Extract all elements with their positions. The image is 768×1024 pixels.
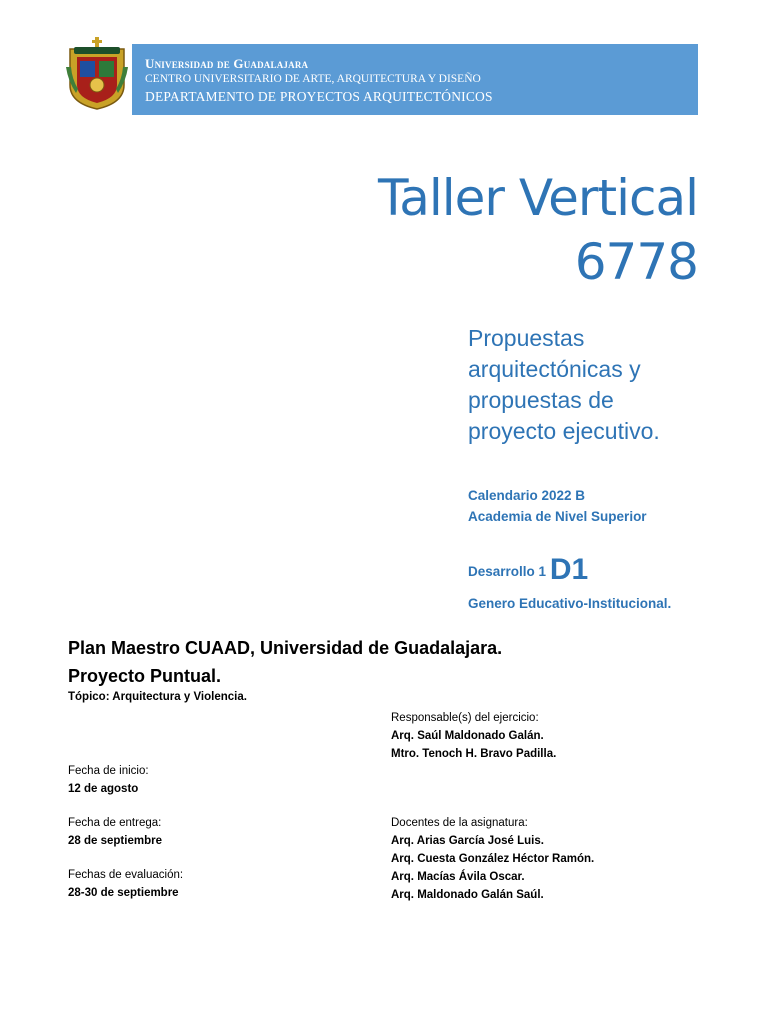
- delivery-value: 28 de septiembre: [68, 835, 162, 847]
- subtitle: [468, 323, 728, 447]
- header-banner: [132, 44, 698, 115]
- university-coat-of-arms-icon: [66, 37, 128, 111]
- subtitle-line-4: proyecto ejecutivo.: [468, 418, 660, 444]
- title-line-2: 6778: [574, 233, 698, 291]
- responsible-name: Mtro. Tenoch H. Bravo Padilla.: [391, 748, 557, 760]
- calendar-block: [468, 485, 647, 527]
- center-name: CENTRO UNIVERSITARIO DE ARTE, ARQUITECTURA Y DISEÑO: [145, 73, 481, 85]
- subtitle-line-3: propuestas de: [468, 387, 614, 413]
- teachers-label: Docentes de la asignatura:: [391, 817, 528, 829]
- subtitle-line-1: Propuestas: [468, 325, 585, 351]
- genre: Genero Educativo-Institucional.: [468, 596, 672, 611]
- page-title: [378, 166, 698, 294]
- academy: Academia de Nivel Superior: [468, 509, 647, 524]
- project-heading: Proyecto Puntual.: [68, 666, 222, 686]
- delivery-block: [68, 814, 162, 850]
- teacher-name: Arq. Maldonado Galán Saúl.: [391, 889, 544, 901]
- title-line-1: Taller Vertical: [377, 169, 698, 227]
- evaluation-value: 28-30 de septiembre: [68, 887, 179, 899]
- responsible-name: Arq. Saúl Maldonado Galán.: [391, 730, 544, 742]
- start-label: Fecha de inicio:: [68, 765, 149, 777]
- subtitle-line-2: arquitectónicas y: [468, 356, 641, 382]
- responsible-label: Responsable(s) del ejercicio:: [391, 712, 539, 724]
- teacher-name: Arq. Macías Ávila Oscar.: [391, 871, 525, 883]
- evaluation-label: Fechas de evaluación:: [68, 869, 184, 881]
- teachers-block: [391, 814, 594, 904]
- teacher-name: Arq. Cuesta González Héctor Ramón.: [391, 853, 595, 865]
- delivery-label: Fecha de entrega:: [68, 817, 162, 829]
- development-code: D1: [549, 553, 589, 586]
- topic: Tópico: Arquitectura y Violencia.: [68, 691, 247, 703]
- responsible-block: [391, 709, 556, 763]
- calendar: Calendario 2022 B: [468, 488, 586, 503]
- development-label: Desarrollo 1: [468, 564, 547, 579]
- evaluation-block: [68, 866, 183, 902]
- teacher-name: Arq. Arias García José Luis.: [391, 835, 544, 847]
- start-value: 12 de agosto: [68, 783, 139, 795]
- plan-heading: Plan Maestro CUAAD, Universidad de Guadalajara.: [68, 638, 503, 658]
- university-name: Universidad de Guadalajara: [145, 56, 309, 71]
- development-block: [468, 553, 588, 587]
- department-name: DEPARTAMENTO DE PROYECTOS ARQUITECTÓNICOS: [145, 89, 493, 104]
- start-block: [68, 762, 149, 798]
